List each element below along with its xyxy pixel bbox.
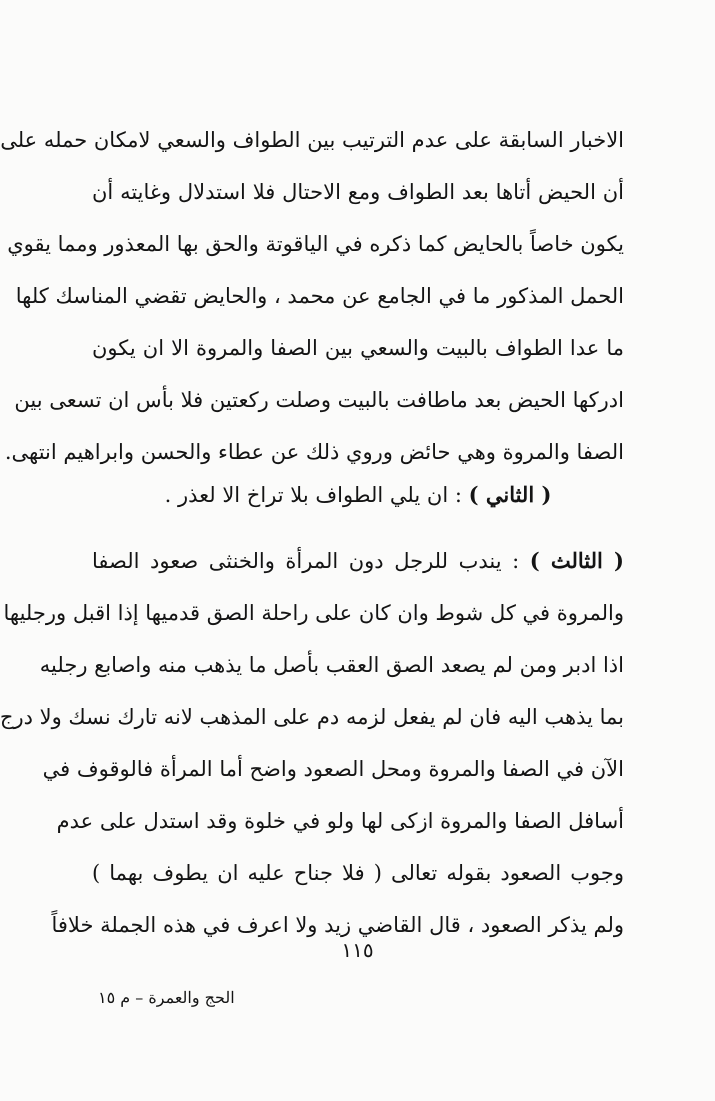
- text-line: أن الحيض أتاها بعد الطواف ومع الاحتال فلا استدلال وغايته أن: [92, 180, 624, 204]
- text-line: ولم يذكر الصعود ، قال القاضي زيد ولا اعرف في هذه الجملة خلافاً: [51, 913, 624, 937]
- text-line: اذا ادبر ومن لم يصعد الصق العقب بأصل ما يذهب منه واصابع رجليه: [39, 653, 624, 677]
- section-text: : يندب للرجل دون المرأة والخنثى صعود الصفا: [92, 549, 530, 573]
- text-line: يكون خاصاً بالحايض كما ذكره في الياقوتة والحق بها المعذور ومما يقوي: [7, 232, 624, 256]
- text-line: أسافل الصفا والمروة ازكى لها ولو في خلوة وقد استدل على عدم: [56, 809, 624, 833]
- section-text: : ان يلي الطواف بلا تراخ الا لعذر .: [164, 483, 469, 507]
- text-line: ما عدا الطواف بالبيت والسعي بين الصفا والمروة الا ان يكون: [92, 336, 624, 360]
- text-line: الاخبار السابقة على عدم الترتيب بين الطواف والسعي لامكان حمله على: [0, 128, 624, 152]
- text-line: [92, 470, 624, 520]
- text-line: بما يذهب اليه فان لم يفعل لزمه دم على المذهب لانه تارك نسك ولا درج: [0, 705, 624, 729]
- text-line: الآن في الصفا والمروة ومحل الصعود واضح أما المرأة فالوقوف في: [42, 757, 624, 781]
- text-line: [92, 536, 624, 586]
- section-label: ( الثالث ): [529, 548, 624, 573]
- text-line: الحمل المذكور ما في الجامع عن محمد ، والحايض تقضي المناسك كلها: [15, 284, 624, 308]
- page-number: ١١٥: [341, 938, 374, 962]
- text-line: الصفا والمروة وهي حائض وروي ذلك عن عطاء والحسن وابراهيم انتهى.: [4, 440, 624, 464]
- text-line: ادركها الحيض بعد ماطافت بالبيت وصلت ركعتين فلا بأس ان تسعى بين: [14, 388, 624, 412]
- text-line: وجوب الصعود بقوله تعالى ( فلا جناح عليه ان يطوف بهما ): [92, 861, 624, 885]
- section-label: ( الثاني ): [468, 482, 552, 507]
- text-line: والمروة في كل شوط وان كان على راحلة الصق قدميها إذا اقبل ورجليها: [3, 601, 624, 625]
- printer-signature: الحج والعمرة – م ١٥: [98, 988, 235, 1007]
